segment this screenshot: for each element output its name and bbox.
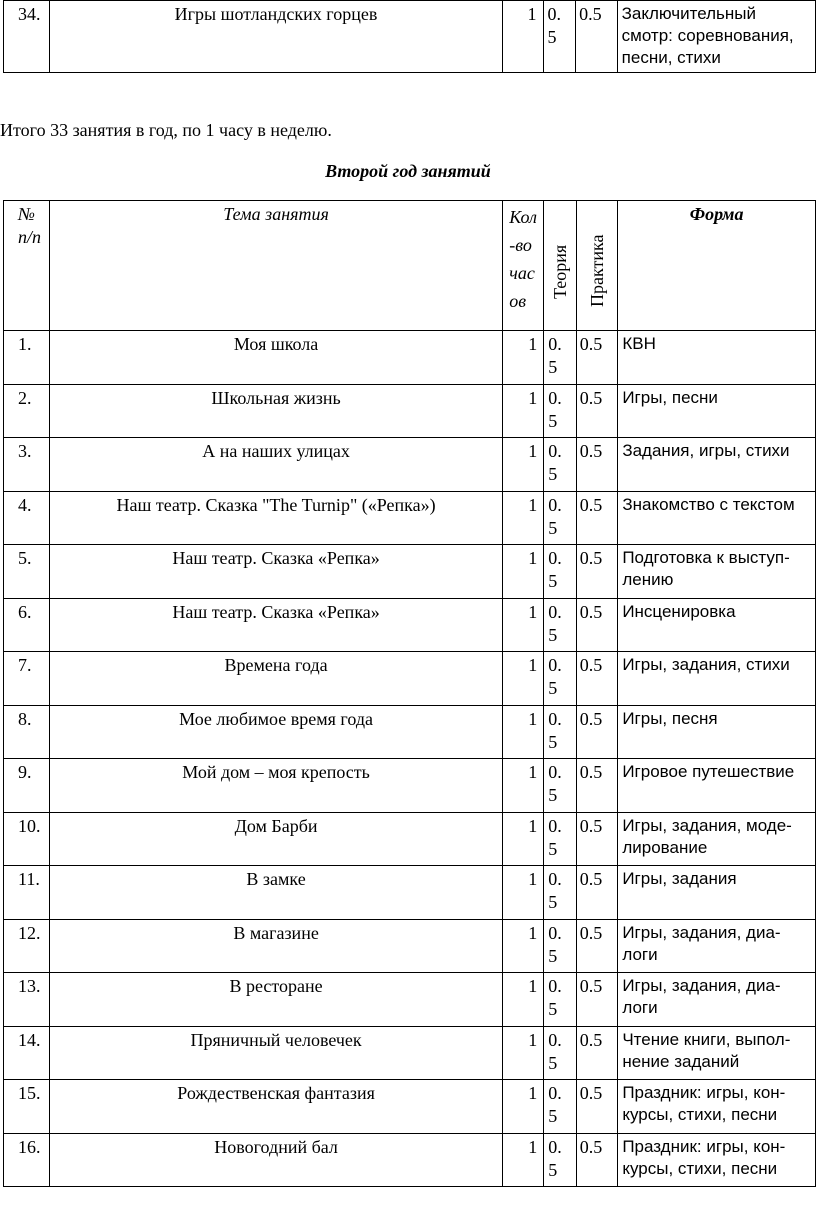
row-topic-text: В ресторане <box>229 976 323 996</box>
row-hours <box>503 1 543 73</box>
row-theory <box>544 866 577 920</box>
row-hours <box>503 973 544 1027</box>
table-row <box>4 812 816 866</box>
table-header-row <box>4 201 816 331</box>
row-form-text: Заключительный смотр: соревнования, песни, стихи <box>621 4 794 67</box>
row-topic-text: В замке <box>246 869 306 889</box>
row-hours-text: 1 <box>528 387 538 408</box>
row-hours <box>503 812 544 866</box>
row-form <box>618 1080 816 1134</box>
row-theory-text: 0. 5 <box>548 1136 562 1180</box>
row-topic-text: Наш театр. Сказка "The Turnip" («Репка») <box>116 494 436 515</box>
second-year-table <box>3 200 816 1187</box>
row-practice <box>576 1080 618 1134</box>
row-hours <box>503 491 544 545</box>
row-practice-text: 0.5 <box>579 1083 603 1103</box>
row-practice <box>576 919 618 973</box>
row-theory <box>544 491 577 545</box>
row-theory-text: 0. 5 <box>548 1029 562 1073</box>
row-topic-text: Наш театр. Сказка «Репка» <box>172 601 380 622</box>
row-practice-text: 0.5 <box>579 1029 603 1050</box>
row-hours <box>503 1080 544 1134</box>
row-theory-text: 0. 5 <box>548 976 562 1019</box>
row-theory-text: 0. 5 <box>548 655 562 698</box>
row-number <box>4 759 50 813</box>
row-topic-text: Мое любимое время года <box>179 708 373 729</box>
row-form <box>618 384 816 438</box>
row-hours-text: 1 <box>528 922 538 943</box>
row-number <box>4 438 50 492</box>
row-hours-text: 1 <box>528 441 538 461</box>
row-number-text: 34. <box>18 4 41 24</box>
row-number-text: 2. <box>18 387 32 408</box>
row-hours-text: 1 <box>528 869 538 889</box>
row-form <box>618 759 816 813</box>
row-hours-text: 1 <box>528 601 538 622</box>
row-theory-text: 0. 5 <box>548 601 562 645</box>
row-practice <box>576 491 618 545</box>
row-theory-text: 0. 5 <box>548 494 562 538</box>
row-hours-text: 1 <box>527 4 537 24</box>
row-theory <box>544 759 577 813</box>
row-form-text: КВН <box>622 334 656 353</box>
row-theory-text: 0. 5 <box>548 1083 562 1126</box>
row-hours-text: 1 <box>528 1136 538 1157</box>
row-topic <box>49 652 502 706</box>
row-practice-text: 0.5 <box>579 708 603 729</box>
row-form <box>617 1 815 73</box>
row-form <box>618 652 816 706</box>
row-theory <box>544 438 577 492</box>
previous-year-table <box>3 0 816 73</box>
row-practice <box>576 598 618 652</box>
row-practice-text: 0.5 <box>579 4 602 24</box>
row-form <box>618 812 816 866</box>
row-number <box>4 1 50 73</box>
year-summary-text: Итого 33 занятия в год, по 1 часу в неделю. <box>0 120 332 140</box>
table-row <box>4 973 816 1027</box>
row-topic <box>49 598 502 652</box>
row-topic-text: В магазине <box>233 922 319 943</box>
row-number-text: 10. <box>18 815 41 836</box>
row-form <box>618 545 816 599</box>
row-number <box>4 331 50 385</box>
row-topic-text: Пряничный человечек <box>190 1029 362 1050</box>
row-number <box>4 1080 50 1134</box>
row-number <box>4 491 50 545</box>
row-practice <box>576 652 618 706</box>
row-number-text: 9. <box>18 762 32 782</box>
row-practice-text: 0.5 <box>579 334 603 354</box>
row-form <box>618 1133 816 1187</box>
row-form-text: Игры, задания, стихи <box>622 655 790 674</box>
row-theory <box>544 384 577 438</box>
row-topic-text: Времена года <box>224 655 328 675</box>
table-row <box>4 545 816 599</box>
row-form <box>618 866 816 920</box>
row-topic <box>49 973 502 1027</box>
row-form-text: Знакомство с текстом <box>622 494 795 514</box>
table-row <box>4 705 816 759</box>
row-topic-text: Школьная жизнь <box>211 387 341 408</box>
row-number <box>4 652 50 706</box>
row-topic <box>49 705 502 759</box>
row-form-text: Игры, задания <box>622 869 737 888</box>
row-theory-text: 0. 5 <box>547 4 561 47</box>
row-form-text: Задания, игры, стихи <box>622 441 790 460</box>
row-number <box>4 973 50 1027</box>
row-number-text: 7. <box>18 655 32 675</box>
row-number <box>4 1026 50 1080</box>
row-topic <box>49 545 502 599</box>
row-practice-text: 0.5 <box>579 601 603 622</box>
row-theory-text: 0. 5 <box>548 441 562 484</box>
row-topic <box>49 812 502 866</box>
header-topic: Тема занятия <box>49 201 502 331</box>
table-row <box>4 919 816 973</box>
row-topic-text: Рождественская фантазия <box>177 1083 375 1103</box>
row-practice-text: 0.5 <box>579 922 603 943</box>
row-form <box>618 705 816 759</box>
row-topic <box>49 331 502 385</box>
row-number-text: 16. <box>18 1136 41 1157</box>
row-hours <box>503 652 544 706</box>
row-form-text: Игровое путешествие <box>622 762 795 781</box>
row-number-text: 14. <box>18 1029 41 1050</box>
row-practice <box>576 438 618 492</box>
row-theory <box>544 1026 577 1080</box>
row-number-text: 8. <box>18 708 32 729</box>
header-practice-cell <box>576 201 618 331</box>
row-theory <box>544 1133 577 1187</box>
row-practice <box>576 1133 618 1187</box>
row-topic <box>49 1 502 73</box>
row-theory-text: 0. 5 <box>548 334 562 377</box>
table-row <box>4 1 816 73</box>
table-row <box>4 598 816 652</box>
header-theory: Теория <box>549 244 570 299</box>
row-number-text: 15. <box>18 1083 41 1103</box>
row-theory <box>544 705 577 759</box>
row-theory <box>544 545 577 599</box>
row-theory-text: 0. 5 <box>548 869 562 912</box>
table-row <box>4 438 816 492</box>
row-number-text: 3. <box>18 441 32 461</box>
row-number <box>4 919 50 973</box>
header-form: Форма <box>618 201 816 331</box>
row-number-text: 4. <box>18 494 32 515</box>
row-practice <box>576 1 618 73</box>
row-hours <box>503 919 544 973</box>
row-hours-text: 1 <box>528 762 538 782</box>
row-theory-text: 0. 5 <box>548 762 562 805</box>
previous-year-table-body <box>4 1 816 73</box>
row-form <box>618 1026 816 1080</box>
row-topic-text: Дом Барби <box>234 815 318 836</box>
table-row <box>4 331 816 385</box>
row-topic <box>49 1026 502 1080</box>
row-practice-text: 0.5 <box>579 815 603 836</box>
row-topic-text: Игры шотландских горцев <box>174 4 378 24</box>
row-hours-text: 1 <box>528 1083 538 1103</box>
row-hours-text: 1 <box>528 334 538 354</box>
table-row <box>4 1133 816 1187</box>
row-number-text: 13. <box>18 976 41 996</box>
row-form-text: Инсценировка <box>622 601 736 621</box>
second-year-heading: Второй год занятий <box>325 161 491 181</box>
row-form <box>618 331 816 385</box>
row-topic <box>49 438 502 492</box>
header-practice: Практика <box>587 234 608 307</box>
row-number <box>4 812 50 866</box>
row-topic-text: Моя школа <box>233 334 319 354</box>
row-practice <box>576 1026 618 1080</box>
row-form-text: Праздник: игры, кон- курсы, стихи, песни <box>622 1083 786 1124</box>
table-row <box>4 759 816 813</box>
row-topic <box>49 1133 502 1187</box>
header-hours: Кол -во час ов <box>503 201 544 331</box>
row-theory <box>543 1 576 73</box>
row-practice <box>576 759 618 813</box>
row-topic-text: Наш театр. Сказка «Репка» <box>172 548 380 568</box>
row-practice <box>576 384 618 438</box>
row-hours-text: 1 <box>528 494 538 515</box>
row-topic <box>49 491 502 545</box>
row-theory-text: 0. 5 <box>548 548 562 591</box>
row-practice <box>576 545 618 599</box>
row-practice-text: 0.5 <box>579 976 603 996</box>
row-hours <box>503 598 544 652</box>
row-hours <box>503 1133 544 1187</box>
row-form <box>618 598 816 652</box>
row-topic <box>49 866 502 920</box>
row-hours <box>503 384 544 438</box>
row-topic-text: А на наших улицах <box>202 441 350 461</box>
table-row <box>4 1080 816 1134</box>
row-practice-text: 0.5 <box>579 494 603 515</box>
row-theory <box>544 598 577 652</box>
row-topic-text: Новогодний бал <box>214 1136 338 1157</box>
row-form-text: Игры, песня <box>622 708 718 728</box>
row-practice-text: 0.5 <box>579 762 603 782</box>
row-hours <box>503 545 544 599</box>
row-hours-text: 1 <box>528 1029 538 1050</box>
row-form-text: Подготовка к выступ- лению <box>622 548 790 589</box>
row-hours-text: 1 <box>528 976 538 996</box>
row-practice-text: 0.5 <box>579 441 603 461</box>
row-hours-text: 1 <box>528 708 538 729</box>
row-theory-text: 0. 5 <box>548 922 562 966</box>
row-hours <box>503 705 544 759</box>
row-hours <box>503 866 544 920</box>
row-form-text: Праздник: игры, кон- курсы, стихи, песни <box>622 1136 786 1178</box>
row-practice <box>576 331 618 385</box>
row-topic <box>49 1080 502 1134</box>
row-practice <box>576 705 618 759</box>
row-practice <box>576 812 618 866</box>
row-number <box>4 384 50 438</box>
row-number-text: 1. <box>18 334 32 354</box>
table-row <box>4 384 816 438</box>
row-theory-text: 0. 5 <box>548 387 562 431</box>
row-number <box>4 705 50 759</box>
row-practice-text: 0.5 <box>579 548 603 568</box>
row-form-text: Игры, задания, диа- логи <box>622 922 781 964</box>
row-practice-text: 0.5 <box>579 655 603 675</box>
row-topic <box>49 759 502 813</box>
row-number-text: 5. <box>18 548 32 568</box>
row-practice-text: 0.5 <box>579 387 603 408</box>
row-theory <box>544 652 577 706</box>
second-year-table-body <box>4 331 816 1187</box>
row-hours-text: 1 <box>528 655 538 675</box>
row-practice <box>576 866 618 920</box>
row-hours-text: 1 <box>528 548 538 568</box>
table-row <box>4 491 816 545</box>
row-number-text: 12. <box>18 922 41 943</box>
row-number <box>4 545 50 599</box>
row-theory <box>544 919 577 973</box>
row-number <box>4 866 50 920</box>
row-theory <box>544 331 577 385</box>
row-hours <box>503 1026 544 1080</box>
row-theory <box>544 1080 577 1134</box>
row-form <box>618 491 816 545</box>
table-row <box>4 1026 816 1080</box>
row-theory <box>544 812 577 866</box>
row-form <box>618 973 816 1027</box>
row-form-text: Игры, задания, диа- логи <box>622 976 781 1017</box>
row-form-text: Чтение книги, выпол- нение заданий <box>622 1029 791 1071</box>
row-topic <box>49 919 502 973</box>
header-theory-cell <box>544 201 577 331</box>
row-form-text: Игры, песни <box>622 387 718 407</box>
row-topic <box>49 384 502 438</box>
table-row <box>4 652 816 706</box>
row-topic-text: Мой дом – моя крепость <box>182 762 370 782</box>
row-theory-text: 0. 5 <box>548 815 562 859</box>
row-hours-text: 1 <box>528 815 538 836</box>
row-number <box>4 1133 50 1187</box>
row-form <box>618 438 816 492</box>
row-theory <box>544 973 577 1027</box>
row-number-text: 6. <box>18 601 32 622</box>
header-num: № п/п <box>4 201 50 331</box>
table-row <box>4 866 816 920</box>
row-theory-text: 0. 5 <box>548 708 562 752</box>
row-practice <box>576 973 618 1027</box>
row-number <box>4 598 50 652</box>
row-practice-text: 0.5 <box>579 1136 603 1157</box>
row-form-text: Игры, задания, моде- лирование <box>622 815 792 857</box>
row-hours <box>503 759 544 813</box>
row-practice-text: 0.5 <box>579 869 603 889</box>
row-hours <box>503 438 544 492</box>
row-hours <box>503 331 544 385</box>
row-form <box>618 919 816 973</box>
row-number-text: 11. <box>18 869 40 889</box>
